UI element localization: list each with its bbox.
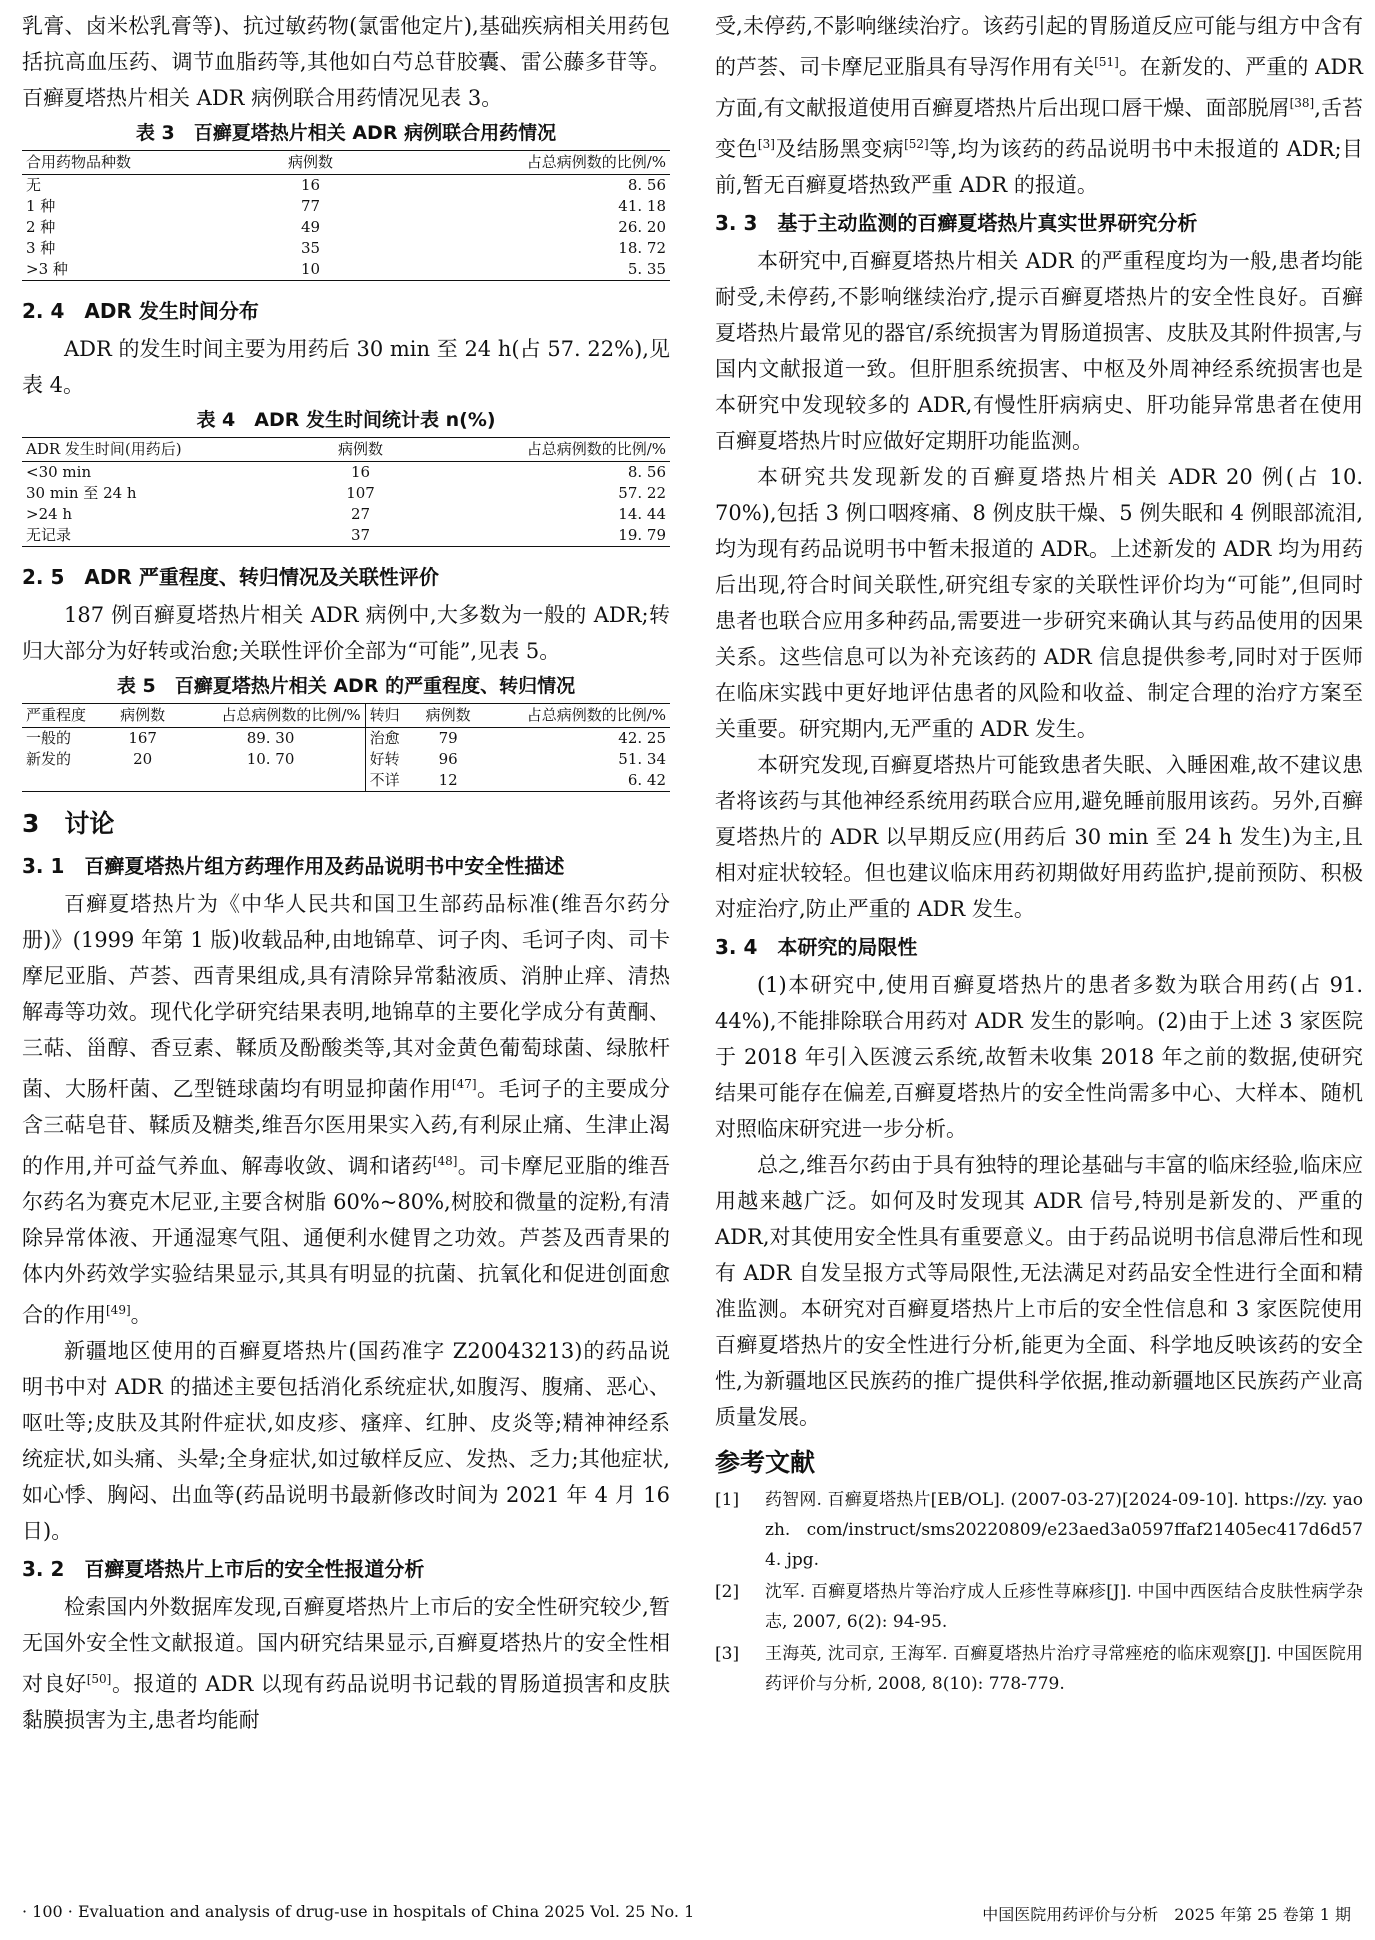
table-cell: 96 — [438, 750, 458, 768]
table-header: 合用药物品种数 — [22, 151, 256, 175]
reference-text: 药智网. 百癣夏塔热片[EB/OL]. (2007-03-27)[2024-09-10]. https://zy. yaozh. com/instruct/sms20220809/e23aed3a0597ffaf21405ec417d6d574. jpg. — [765, 1490, 1363, 1570]
section-3-1-heading: 3. 1 百癣夏塔热片组方药理作用及药品说明书中安全性描述 — [22, 854, 565, 878]
reference-item — [715, 1485, 1363, 1575]
table-cell: 57. 22 — [618, 484, 666, 502]
table-cell: 1 种 — [26, 197, 56, 215]
section-3-3-paragraph-1: 本研究中,百癣夏塔热片相关 ADR 的严重程度均为一般,患者均能耐受,未停药,不影响继续治疗,提示百癣夏塔热片的安全性良好。百癣夏塔热片最常见的器官/系统损害为胃肠道损害、皮肤及其附件损害,与国内文献报道一致。但肝胆系统损害、中枢及外周神经系统损害也是本研究中发现较多的 ADR,有慢性肝病病史、肝功能异常患者在使用百癣夏塔热片时应做好定期肝功能监测。 — [715, 249, 1363, 453]
table-header: 转归 — [365, 704, 414, 728]
section-3-4-heading: 3. 4 本研究的局限性 — [715, 935, 918, 959]
table-cell: 30 min 至 24 h — [26, 484, 137, 502]
table-cell: 35 — [300, 239, 321, 257]
section-3-1-paragraph-1: 百癣夏塔热片为《中华人民共和国卫生部药品标准(维吾尔药分册)》(1999 年第 1 版)收载品种,由地锦草、诃子肉、毛诃子肉、司卡摩尼亚脂、芦荟、西青果组成,具有清除异常黏液质、消肿止痒、清热解毒等功效。现代化学研究结果表明,地锦草的主要化学成分有黄酮、三萜、甾醇、香豆素、鞣质及酚酸类等,其对金黄色葡萄球菌、绿脓杆菌、大肠杆菌、乙型链球菌均有明显抑菌作用[47]。毛诃子的主要成分含三萜皂苷、鞣质及糖类,维吾尔医用果实入药,有利尿止痛、生津止渴的作用,并可益气养血、解毒收敛、调和诸药[48]。司卡摩尼亚脂的维吾尔药名为赛克木尼亚,主要含树脂 60%~80%,树胶和微量的淀粉,有清除异常体液、开通湿寒气阻、通便利水健胃之功效。芦荟及西青果的体内外药效学实验结果显示,其具有明显的抗菌、抗氧化和促进创面愈合的作用[49]。 — [22, 892, 671, 1327]
continued-paragraph: 受,未停药,不影响继续治疗。该药引起的胃肠道反应可能与组方中含有的芦荟、司卡摩尼亚脂具有导泻作用有关[51]。在新发的、严重的 ADR 方面,有文献报道使用百癣夏塔热片后出现口唇干燥、面部脱屑[38],舌苔变色[3]及结肠黑变病[52]等,均为该药的药品说明书中未报道的 ADR;目前,暂无百癣夏塔热致严重 ADR 的报道。 — [715, 14, 1363, 197]
table-cell: 51. 34 — [618, 750, 666, 768]
right-column — [715, 8, 1363, 1701]
table-cell: 16 — [350, 463, 371, 481]
table-cell: 新发的 — [26, 750, 72, 768]
table-header: 严重程度 — [22, 704, 109, 728]
table-cell: 无记录 — [22, 525, 313, 547]
table-cell: 26. 20 — [618, 218, 666, 236]
table-cell: 8. 56 — [627, 176, 666, 194]
table-cell — [176, 770, 365, 792]
table-cell — [109, 770, 177, 792]
section-3-3-paragraph-2: 本研究共发现新发的百癣夏塔热片相关 ADR 20 例(占 10. 70%),包括 3 例口咽疼痛、8 例皮肤干燥、5 例失眠和 4 例眼部流泪,均为现有药品说明书中暂未报道的 ADR。上述新发的 ADR 均为用药后出现,符合时间关联性,研究组专家的关联性评价均为“可能”,但同时患者也联合应用多种药品,需要进一步研究来确认其与药品使用的因果关系。这些信息可以为补充该药的 ADR 信息提供参考,同时对于医师在临床实践中更好地评估患者的风险和收益、制定合理的治疗方案至关重要。研究期内,无严重的 ADR 发生。 — [715, 465, 1363, 741]
table-row — [22, 259, 670, 281]
table4-title: 表 4 ADR 发生时间统计表 n(%) — [196, 409, 496, 431]
table3-title: 表 3 百癣夏塔热片相关 ADR 病例联合用药情况 — [135, 122, 557, 144]
table-cell: 14. 44 — [618, 505, 666, 523]
table-cell: 79 — [438, 729, 458, 747]
table-cell: 89. 30 — [176, 728, 365, 750]
table-header: 占总病例数的比例/% — [365, 151, 670, 175]
table-row — [22, 483, 670, 504]
table-cell: 42. 25 — [618, 729, 666, 747]
table-cell: 167 — [128, 729, 157, 747]
table5 — [22, 703, 670, 792]
citation: [51] — [1094, 55, 1119, 69]
table-cell: 41. 18 — [618, 197, 666, 215]
table-header: 占总病例数的比例/% — [482, 704, 670, 728]
intro-paragraph: 乳膏、卤米松乳膏等)、抗过敏药物(氯雷他定片),基础疾病相关用药包括抗高血压药、调节血脂药等,其他如白芍总苷胶囊、雷公藤多苷等。百癣夏塔热片相关 ADR 病例联合用药情况见表 3。 — [22, 14, 670, 110]
table-cell: 好转 — [369, 750, 400, 768]
table-row — [22, 238, 670, 259]
reference-number: [3] — [715, 1644, 740, 1664]
table-row — [22, 196, 670, 217]
table-cell: 5. 35 — [365, 259, 670, 281]
table-cell: 19. 79 — [408, 525, 670, 547]
table-row — [22, 175, 670, 197]
table-cell: >24 h — [26, 505, 73, 523]
reference-item — [715, 1639, 1363, 1699]
table-cell: 8. 56 — [627, 463, 666, 481]
table-cell: >3 种 — [22, 259, 256, 281]
table4 — [22, 437, 670, 547]
table-row — [22, 770, 670, 792]
table-row — [22, 217, 670, 238]
reference-text: 王海英, 沈司京, 王海军. 百癣夏塔热片治疗寻常痤疮的临床观察[J]. 中国医院用药评价与分析, 2008, 8(10): 778-779. — [765, 1644, 1363, 1694]
table-row — [22, 525, 670, 547]
section-3-4-paragraph-2: 总之,维吾尔药由于具有独特的理论基础与丰富的临床经验,临床应用越来越广泛。如何及时发现其 ADR 信号,特别是新发的、严重的 ADR,对其使用安全性具有重要意义。由于药品说明书信息滞后性和现有 ADR 自发呈报方式等局限性,无法满足对药品安全性进行全面和精准监测。本研究对百癣夏塔热片上市后的安全性信息和 3 家医院使用百癣夏塔热片的安全性进行分析,能更为全面、科学地反映该药的安全性,为新疆地区民族药的推广提供科学依据,推动新疆地区民族药产业高质量发展。 — [715, 1153, 1363, 1429]
section-3-4-paragraph-1: (1)本研究中,使用百癣夏塔热片的患者多数为联合用药(占 91. 44%),不能排除联合用药对 ADR 发生的影响。(2)由于上述 3 家医院于 2018 年引入医渡云系统,故暂未收集 2018 年之前的数据,使研究结果可能存在偏差,百癣夏塔热片的安全性尚需多中心、大样本、随机对照临床研究进一步分析。 — [715, 973, 1363, 1141]
section-2-4-heading: 2. 4 ADR 发生时间分布 — [22, 299, 259, 323]
section-3-2-paragraph: 检索国内外数据库发现,百癣夏塔热片上市后的安全性研究较少,暂无国外安全性文献报道。国内研究结果显示,百癣夏塔热片的安全性相对良好[50]。报道的 ADR 以现有药品说明书记载的胃肠道损害和皮肤黏膜损害为主,患者均能耐 — [22, 1595, 670, 1732]
section-3-heading: 3 讨论 — [22, 809, 115, 838]
section-2-4-paragraph: ADR 的发生时间主要为用药后 30 min 至 24 h(占 57. 22%),见表 4。 — [22, 337, 670, 397]
section-3-3-heading: 3. 3 基于主动监测的百癣夏塔热片真实世界研究分析 — [715, 211, 1198, 235]
section-3-1-paragraph-2: 新疆地区使用的百癣夏塔热片(国药准字 Z20043213)的药品说明书中对 ADR 的描述主要包括消化系统症状,如腹泻、腹痛、恶心、呕吐等;皮肤及其附件症状,如皮疹、瘙痒、红肿、皮炎等;精神神经系统症状,如头痛、头晕;全身症状,如过敏样反应、发热、乏力;其他症状,如心悸、胸闷、出血等(药品说明书最新修改时间为 2021 年 4 月 16 日)。 — [22, 1339, 670, 1543]
footer-journal-chinese: 中国医院用药评价与分析 2025 年第 25 卷第 1 期 — [982, 1905, 1351, 1924]
table-header: 病例数 — [109, 704, 177, 728]
table-row — [22, 728, 670, 750]
table-cell: 37 — [313, 525, 407, 547]
section-2-5-heading: 2. 5 ADR 严重程度、转归情况及关联性评价 — [22, 565, 439, 589]
table-header: ADR 发生时间(用药后) — [22, 438, 313, 462]
section-3-2-heading: 3. 2 百癣夏塔热片上市后的安全性报道分析 — [22, 1557, 425, 1581]
table-cell: <30 min — [26, 463, 92, 481]
reference-text: 沈军. 百癣夏塔热片等治疗成人丘疹性荨麻疹[J]. 中国中西医结合皮肤性病学杂志, 2007, 6(2): 94-95. — [765, 1582, 1363, 1632]
table-cell: 12 — [414, 770, 482, 792]
table-header: 病例数 — [414, 704, 482, 728]
table3 — [22, 150, 670, 281]
table-cell: 10 — [256, 259, 366, 281]
table-cell: 一般的 — [26, 729, 72, 747]
table-cell: 无 — [26, 176, 42, 194]
citation: [3] — [757, 137, 775, 151]
table-row — [22, 749, 670, 770]
table-cell: 不详 — [365, 770, 414, 792]
table-row — [22, 504, 670, 525]
reference-number: [1] — [715, 1490, 740, 1510]
table-cell: 49 — [300, 218, 321, 236]
references-heading: 参考文献 — [715, 1448, 816, 1477]
section-2-5-paragraph: 187 例百癣夏塔热片相关 ADR 病例中,大多数为一般的 ADR;转归大部分为好转或治愈;关联性评价全部为“可能”,见表 5。 — [22, 603, 670, 663]
reference-number: [2] — [715, 1582, 740, 1602]
section-3-3-paragraph-3: 本研究发现,百癣夏塔热片可能致患者失眠、入睡困难,故不建议患者将该药与其他神经系统用药联合应用,避免睡前服用该药。另外,百癣夏塔热片的 ADR 以早期反应(用药后 30 min 至 24 h 发生)为主,且相对症状较轻。但也建议临床用药初期做好用药监护,提前预防、积极对症治疗,防止严重的 ADR 发生。 — [715, 753, 1363, 921]
table-cell: 治愈 — [369, 729, 400, 747]
table-row — [22, 462, 670, 484]
table-cell — [22, 770, 109, 792]
table-cell: 3 种 — [26, 239, 56, 257]
citation: [47] — [451, 1077, 477, 1091]
footer-journal-english: · 100 · Evaluation and analysis of drug-use in hospitals of China 2025 Vol. 25 No. 1 — [22, 1902, 695, 1921]
table-cell: 16 — [300, 176, 321, 194]
table-cell: 10. 70 — [176, 749, 365, 770]
citation: [52] — [904, 137, 929, 151]
table-cell: 77 — [300, 197, 321, 215]
citation: [38] — [1289, 96, 1315, 110]
table5-title: 表 5 百癣夏塔热片相关 ADR 的严重程度、转归情况 — [116, 675, 576, 697]
table-header: 病例数 — [256, 151, 366, 175]
table-header: 占总病例数的比例/% — [176, 704, 365, 728]
left-column — [22, 8, 670, 1738]
table-cell: 20 — [133, 750, 153, 768]
table-cell: 27 — [350, 505, 371, 523]
table-header: 病例数 — [313, 438, 407, 462]
table-cell: 6. 42 — [482, 770, 670, 792]
reference-item — [715, 1577, 1363, 1637]
citation: [50] — [86, 1672, 112, 1686]
table-header: 占总病例数的比例/% — [408, 438, 670, 462]
table-cell: 107 — [346, 484, 375, 502]
citation: [48] — [432, 1154, 458, 1168]
table-cell: 2 种 — [26, 218, 56, 236]
citation: [49] — [106, 1303, 131, 1317]
table-cell: 18. 72 — [618, 239, 666, 257]
